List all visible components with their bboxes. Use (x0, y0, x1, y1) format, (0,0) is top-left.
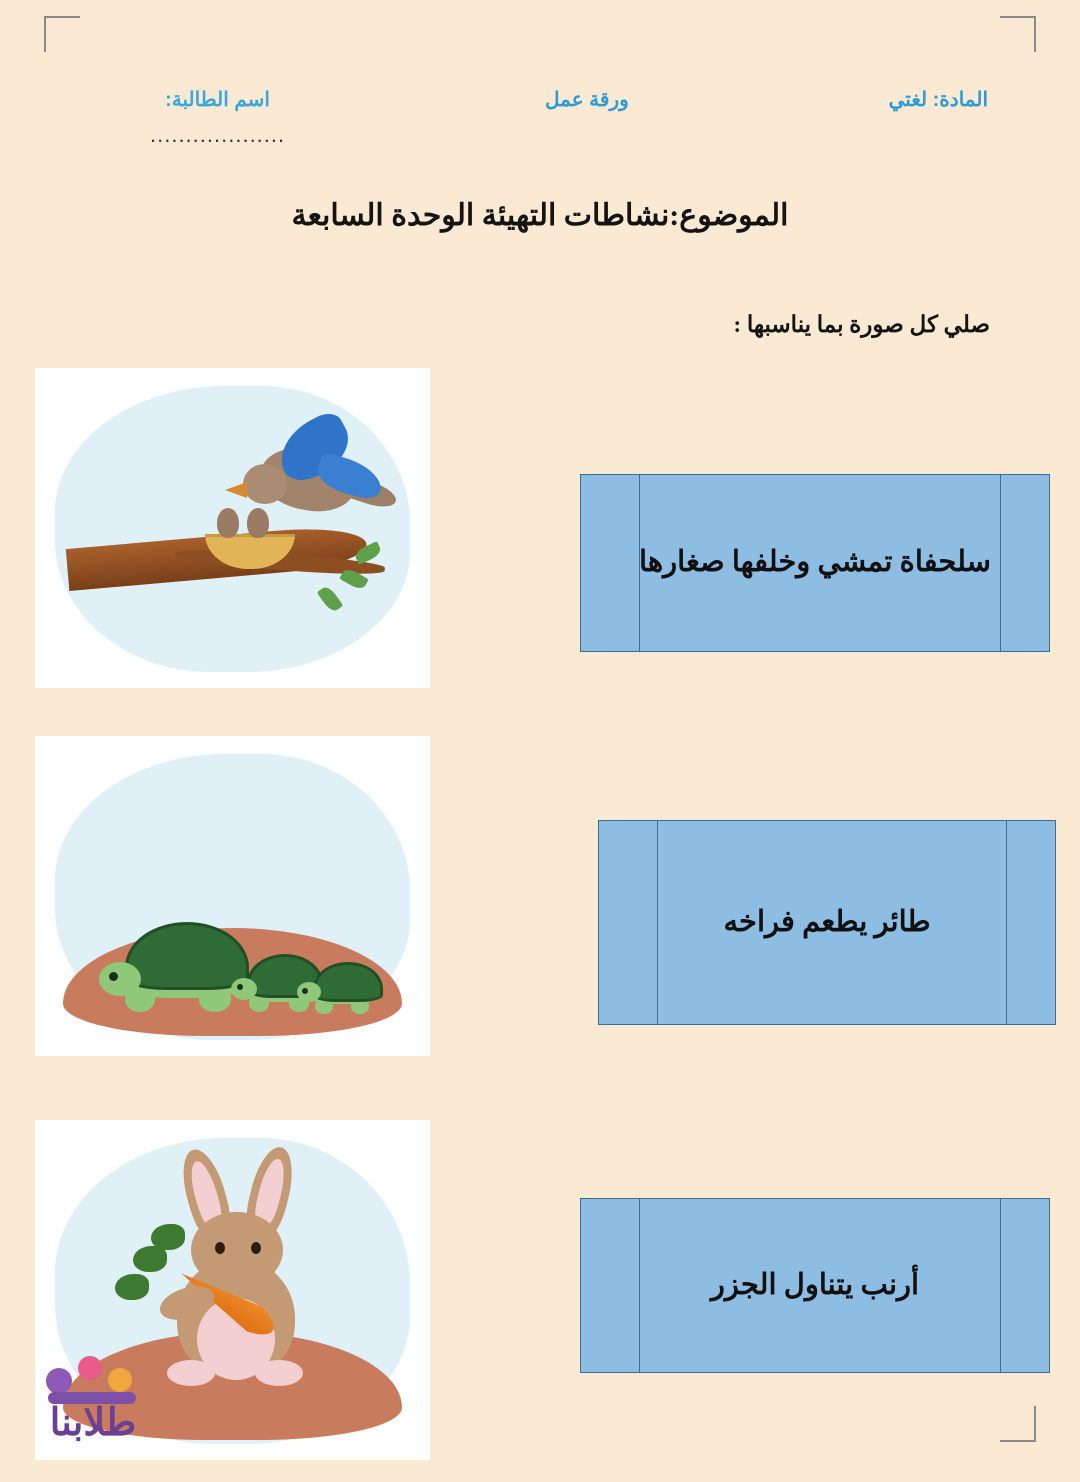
rabbit-head-shape (191, 1212, 283, 1288)
rabbit-foot-shape (167, 1360, 215, 1386)
answer-box-rabbit[interactable] (580, 1198, 1050, 1373)
bird-scene-icon (55, 386, 410, 672)
worksheet-header (0, 86, 1080, 151)
answer-box-divider (657, 821, 658, 1024)
turtle-scene-icon (55, 754, 410, 1040)
chick-icon (217, 508, 239, 538)
rabbit-eye-icon (251, 1242, 261, 1254)
carrot-leaf-icon (151, 1224, 185, 1250)
answer-text: أرنب يتناول الجزر (710, 1268, 920, 1301)
answer-box-bird[interactable] (598, 820, 1056, 1025)
answer-text: طائر يطعم فراخه (723, 905, 931, 938)
answer-box-divider (1006, 821, 1007, 1024)
answer-text: سلحفاة تمشي وخلفها صغارها (639, 546, 991, 579)
page-title: الموضوع:نشاطات التهيئة الوحدة السابعة (291, 199, 789, 232)
turtle-small-icon (299, 962, 385, 1020)
student-name-label: اسم الطالبة: (165, 89, 270, 111)
logo-figures-icon (42, 1352, 146, 1406)
bird-beak-shape (225, 482, 247, 498)
leaf-icon (317, 584, 343, 613)
carrot-leaf-icon (133, 1246, 167, 1272)
answer-box-divider (639, 1199, 640, 1372)
crop-mark-top-left (44, 16, 80, 52)
picture-card-turtle[interactable] (35, 736, 430, 1056)
crop-mark-top-right (1000, 16, 1036, 52)
material-label: المادة: لغتي (888, 89, 988, 111)
worksheet-label: ورقة عمل (544, 89, 629, 111)
answer-box-turtle[interactable] (580, 474, 1050, 652)
answer-box-divider (639, 475, 640, 651)
rabbit-eye-icon (215, 1242, 225, 1254)
site-logo (18, 1352, 168, 1456)
student-name-dots: ................... (150, 122, 286, 147)
matching-exercise (0, 368, 1080, 1482)
carrot-leaf-icon (115, 1274, 149, 1300)
rabbit-foot-shape (255, 1360, 303, 1386)
chick-icon (247, 508, 269, 538)
logo-wordmark: طلابنا (49, 1402, 137, 1444)
bird-head-shape (243, 464, 287, 504)
instruction-text: صلي كل صورة بما يناسبها : (733, 312, 990, 337)
picture-card-bird[interactable] (35, 368, 430, 688)
student-name-field (150, 86, 285, 151)
answer-box-divider (1000, 475, 1001, 651)
answer-box-divider (1000, 1199, 1001, 1372)
